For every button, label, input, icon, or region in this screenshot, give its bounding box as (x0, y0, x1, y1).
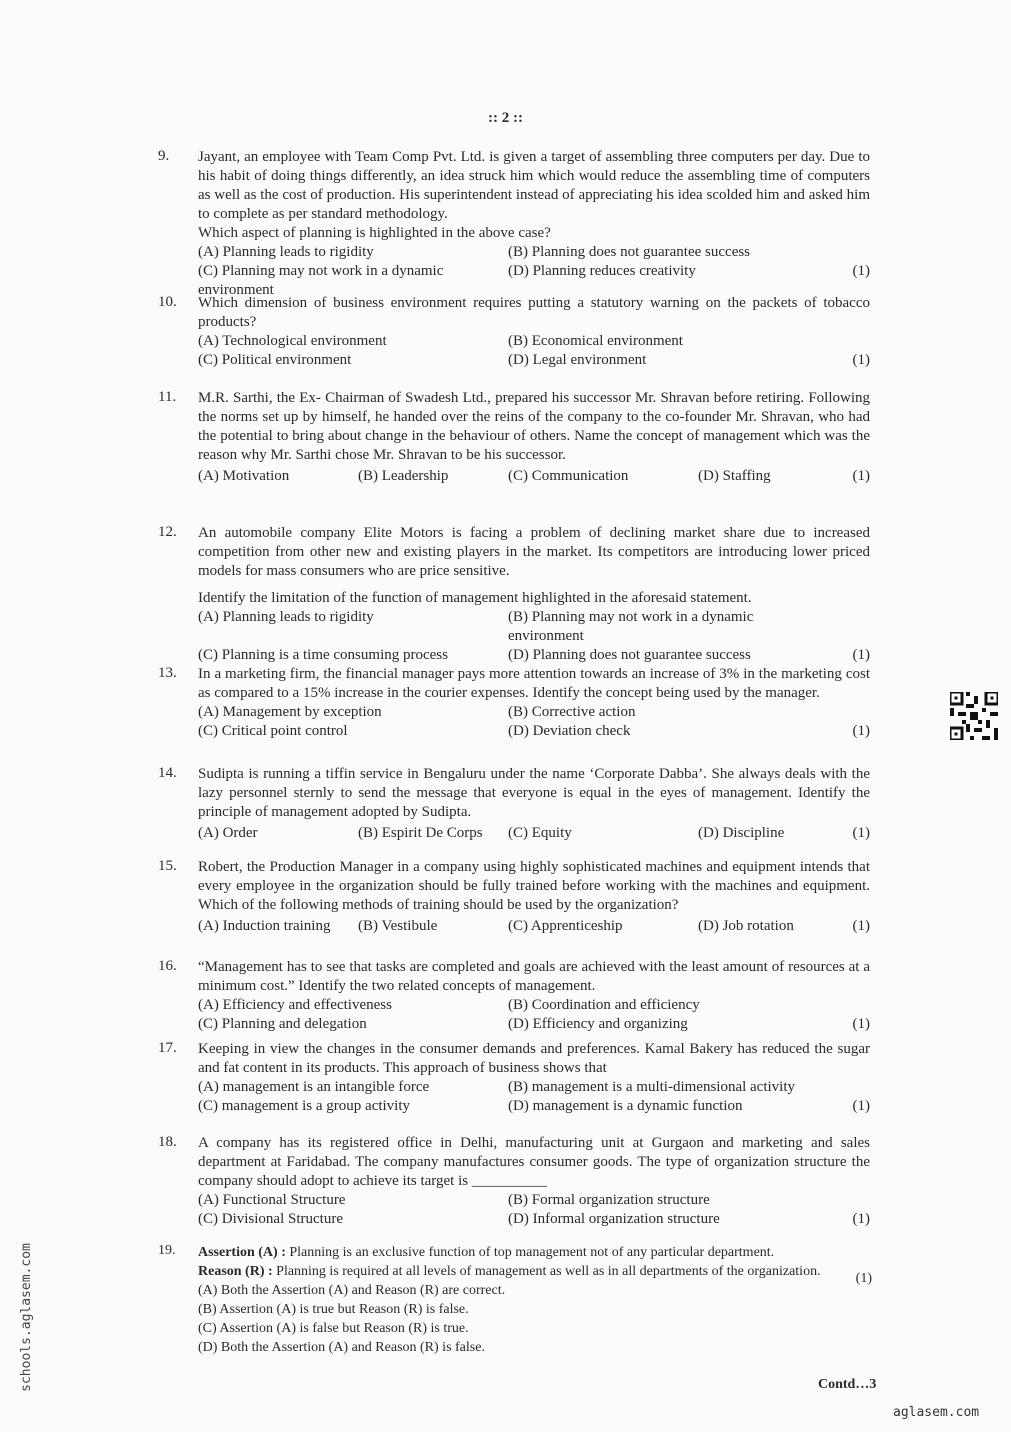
reason-text: Planning is required at all levels of management as well as in all departments of the organization. (276, 1264, 821, 1279)
options (198, 996, 870, 1034)
assertion-text: Planning is an exclusive function of top management not of any particular department. (289, 1245, 775, 1260)
option: (A) Technological environment (198, 333, 387, 349)
option: (B) Assertion (A) is true but Reason (R) is false. (198, 1302, 469, 1317)
marks: (1) (852, 723, 870, 739)
option: (B) Formal organization structure (508, 1192, 710, 1208)
option: (B) Corrective action (508, 704, 636, 720)
option: (A) Planning leads to rigidity (198, 609, 374, 625)
marks: (1) (855, 1271, 872, 1286)
question-text (198, 294, 870, 332)
question-number: 13. (158, 665, 177, 681)
question-text (198, 665, 870, 703)
question-19 (158, 1243, 870, 1357)
option: (C) Assertion (A) is false but Reason (R) is true. (198, 1321, 469, 1336)
option: (D) Planning does not guarantee success (508, 647, 751, 663)
question-number: 10. (158, 294, 177, 310)
question-number: 11. (158, 389, 177, 405)
option: (D) Efficiency and organizing (508, 1016, 688, 1032)
option: (B) Vestibule (358, 918, 438, 934)
options (198, 608, 870, 665)
question-18 (158, 1134, 870, 1229)
option: (B) Coordination and efficiency (508, 997, 700, 1013)
option: (D) Discipline (698, 825, 785, 841)
option: (C) Communication (508, 468, 629, 484)
question-14 (158, 765, 870, 843)
question-number: 17. (158, 1040, 177, 1056)
question-9 (158, 148, 870, 300)
question-paragraph: Which aspect of planning is highlighted in the above case? (198, 225, 551, 241)
option: (D) Planning reduces creativity (508, 263, 696, 279)
option: (A) Induction training (198, 918, 331, 934)
watermark: aglasem.com (893, 1405, 980, 1420)
question-paragraph: Jayant, an employee with Team Comp Pvt. Ltd. is given a target of assembling three computers per day. Due to his habit of doing things differently, an idea struck him which would reduce the assembling time of computers as well as the cost of production. His superintendent instead of appreciating his idea scolded him and asked him to complete as per standard methodology. (198, 149, 870, 222)
question-paragraph: Sudipta is running a tiffin service in Bengaluru under the name ‘Corporate Dabba’. She always deals with the lazy personnel sternly to send the message that everyone is equal in the eyes of management. Identify the principle of management adopted by Sudipta. (198, 766, 870, 820)
question-number: 12. (158, 524, 177, 540)
option: (B) Planning may not work in a dynamic environment (508, 609, 754, 644)
question-number: 16. (158, 958, 177, 974)
option: (A) Motivation (198, 468, 290, 484)
option: (C) Planning may not work in a dynamic environment (198, 263, 444, 298)
options (198, 1191, 870, 1229)
question-paragraph: “Management has to see that tasks are completed and goals are achieved with the least amount of resources at a minimum cost.” Identify the two related concepts of management. (198, 959, 870, 994)
option: (D) Staffing (698, 468, 771, 484)
question-paragraph: Identify the limitation of the function of management highlighted in the aforesaid statement. (198, 590, 752, 606)
option: (A) Management by exception (198, 704, 382, 720)
option: (C) Planning is a time consuming process (198, 647, 448, 663)
options (198, 1078, 870, 1116)
question-16 (158, 958, 870, 1034)
qr-code-icon (950, 692, 998, 740)
option: (A) Both the Assertion (A) and Reason (R) are correct. (198, 1283, 506, 1298)
marks: (1) (852, 1016, 870, 1032)
marks: (1) (852, 918, 870, 934)
marks: (1) (852, 1211, 870, 1227)
options (198, 467, 870, 486)
question-paragraph: Keeping in view the changes in the consumer demands and preferences. Kamal Bakery has reduced the sugar and fat content in its products. This approach of business shows that (198, 1041, 870, 1076)
option: (B) management is a multi-dimensional activity (508, 1079, 796, 1095)
option: (C) management is a group activity (198, 1098, 411, 1114)
option: (A) Functional Structure (198, 1192, 346, 1208)
option: (D) Legal environment (508, 352, 647, 368)
question-paragraph: M.R. Sarthi, the Ex- Chairman of Swadesh Ltd., prepared his successor Mr. Shravan before retiring. Following the norms set up by himself, he handed over the reins of the company to the co-founder Mr. Shravan, who had the potential to bring about change in the behaviour of others. Name the concept of management which was the reason why Mr. Sarthi chose Mr. Shravan to be his successor. (198, 390, 870, 463)
page-number-header: :: 2 :: (488, 110, 523, 126)
assertion (198, 1243, 870, 1262)
option: (A) Order (198, 825, 258, 841)
marks: (1) (852, 825, 870, 841)
question-12 (158, 524, 870, 665)
option: (C) Equity (508, 825, 572, 841)
question-number: 19. (158, 1243, 176, 1258)
option: (C) Divisional Structure (198, 1211, 343, 1227)
question-paragraph: Which dimension of business environment requires putting a statutory warning on the packets of tobacco products? (198, 295, 870, 330)
option: (D) Job rotation (698, 918, 794, 934)
marks: (1) (852, 263, 870, 279)
option: (B) Espirit De Corps (358, 825, 483, 841)
marks: (1) (852, 1098, 870, 1114)
question-number: 9. (158, 148, 170, 164)
question-paragraph: In a marketing firm, the financial manager pays more attention towards an increase of 3% in the marketing cost as compared to a 15% increase in the courier expenses. Identify the concept being used by the manager. (198, 666, 870, 701)
marks: (1) (852, 647, 870, 663)
question-text (198, 765, 870, 822)
reason (198, 1262, 928, 1281)
option: (A) Planning leads to rigidity (198, 244, 374, 260)
option: (A) Efficiency and effectiveness (198, 997, 392, 1013)
options (198, 917, 870, 936)
options (198, 703, 870, 741)
option: (C) Critical point control (198, 723, 348, 739)
question-text (198, 148, 870, 243)
option: (D) Deviation check (508, 723, 631, 739)
question-paragraph: A company has its registered office in Delhi, manufacturing unit at Gurgaon and marketing and sales department at Faridabad. The company manufactures consumer goods. The type of organization structure the company should adopt to achieve its target is __________ (198, 1135, 870, 1189)
question-17 (158, 1040, 870, 1116)
question-text (198, 958, 870, 996)
question-13 (158, 665, 870, 741)
question-number: 15. (158, 858, 177, 874)
options (198, 243, 870, 300)
question-number: 14. (158, 765, 177, 781)
question-15 (158, 858, 870, 936)
assertion-label: Assertion (A) : (198, 1245, 286, 1260)
option: (B) Economical environment (508, 333, 683, 349)
option: (D) Both the Assertion (A) and Reason (R) is false. (198, 1340, 485, 1355)
option: (B) Planning does not guarantee success (508, 244, 751, 260)
option: (A) management is an intangible force (198, 1079, 430, 1095)
question-paragraph: An automobile company Elite Motors is facing a problem of declining market share due to increased competition from other new and existing players in the market. Its competitors are introducing lower priced models for mass consumers who are price sensitive. (198, 525, 870, 579)
question-text (198, 1040, 870, 1078)
question-text (198, 389, 870, 465)
marks: (1) (852, 352, 870, 368)
side-watermark: schools.aglasem.com (18, 1243, 34, 1392)
option: (D) Informal organization structure (508, 1211, 720, 1227)
option: (D) management is a dynamic function (508, 1098, 743, 1114)
question-text (198, 1134, 870, 1191)
question-10 (158, 294, 870, 370)
question-text (198, 858, 870, 915)
question-number: 18. (158, 1134, 177, 1150)
option: (C) Planning and delegation (198, 1016, 367, 1032)
question-text (198, 524, 870, 608)
reason-label: Reason (R) : (198, 1264, 273, 1279)
option: (C) Political environment (198, 352, 352, 368)
continued-label: Contd…3 (818, 1377, 877, 1392)
option: (B) Leadership (358, 468, 449, 484)
options (198, 824, 870, 843)
question-paragraph: Robert, the Production Manager in a company using highly sophisticated machines and equipment intends that every employee in the organization should be fully trained before working with the machines and equipment. Which of the following methods of training should be used by the organization? (198, 859, 870, 913)
question-11 (158, 389, 870, 486)
marks: (1) (852, 468, 870, 484)
options (198, 332, 870, 370)
option: (C) Apprenticeship (508, 918, 623, 934)
